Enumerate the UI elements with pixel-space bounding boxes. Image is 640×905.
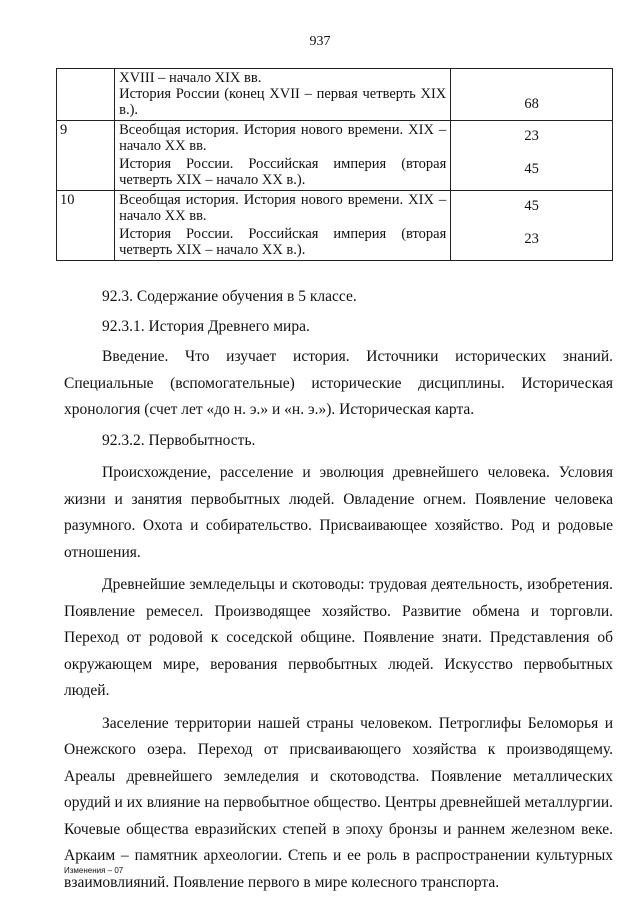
- table-row: [57, 69, 613, 121]
- topics-cell: [115, 121, 451, 191]
- hours-value: 68: [524, 96, 539, 112]
- paragraph-origin: Происхождение, расселение и эволюция древнейшего человека. Условия жизни и занятия первобытных людей. Овладение огнем. Появление человека разумного. Охота и собирательство. Присваивающее хозяйство. Род и родовые отношения.: [64, 464, 613, 561]
- section-heading: 92.3.2. Первобытность.: [102, 431, 256, 449]
- hours-value: 45: [524, 198, 539, 214]
- topic-text: История России. Российская империя (вторая четверть XIX – начало XX в.).: [119, 226, 447, 258]
- topic-text: История России. Российская империя (вторая четверть XIX – начало XX в.).: [119, 156, 447, 188]
- topic-text: XVIII – начало XIX вв.: [119, 70, 262, 86]
- grade-cell: 10: [57, 191, 115, 261]
- hours-cell: [451, 191, 613, 261]
- topics-cell: [115, 69, 451, 121]
- body-text: [64, 284, 613, 896]
- paragraph-settlement: Заселение территории нашей страны человеком. Петроглифы Беломорья и Онежского озера. Переход от присваивающего хозяйства к производящему. Ареалы древнейшего земледелия и скотоводства. Появление металлических орудий и их влияние на первобытное общество. Центры древнейшей металлургии. Кочевые общества евразийских степей в эпоху бронзы и раннем железном веке. Аркаим – памятник археологии. Степь и ее роль в распространении культурных взаимовлияний. Появление первого в мире колесного транспорта.: [64, 714, 613, 891]
- paragraph-intro: Введение. Что изучает история. Источники исторических знаний. Специальные (вспомогательные) исторические дисциплины. Историческая хронология (счет лет «до н. э.» и «н. э.»). Историческая карта.: [64, 348, 613, 418]
- curriculum-table: [56, 68, 613, 261]
- hours-value: 23: [524, 128, 539, 144]
- topic-text: История России (конец XVII – первая четверть XIX в.).: [119, 86, 447, 118]
- paragraph-farmers: Древнейшие земледельцы и скотоводы: трудовая деятельность, изобретения. Появление ремесел. Производящее хозяйство. Развитие обмена и торговли. Переход от родовой к соседской общине. Появление знати. Представления об окружающем мире, верования первобытных людей. Искусство первобытных людей.: [64, 576, 613, 699]
- grade-cell: 9: [57, 121, 115, 191]
- topic-text: Всеобщая история. История нового времени. XIX – начало XX вв.: [119, 122, 447, 154]
- footer-note: Изменения – 07: [64, 866, 124, 875]
- hours-cell: [451, 69, 613, 121]
- section-heading: 92.3. Содержание обучения в 5 классе.: [102, 288, 357, 305]
- table-row: [57, 121, 613, 191]
- topic-text: Всеобщая история. История нового времени. XIX – начало XX вв.: [119, 192, 447, 224]
- hours-value: 23: [524, 231, 539, 247]
- page-number: 937: [309, 34, 331, 49]
- topics-cell: [115, 191, 451, 261]
- grade-cell: [57, 69, 115, 121]
- table-row: [57, 191, 613, 261]
- section-heading: 92.3.1. История Древнего мира.: [102, 317, 310, 335]
- hours-cell: [451, 121, 613, 191]
- hours-value: 45: [524, 161, 539, 177]
